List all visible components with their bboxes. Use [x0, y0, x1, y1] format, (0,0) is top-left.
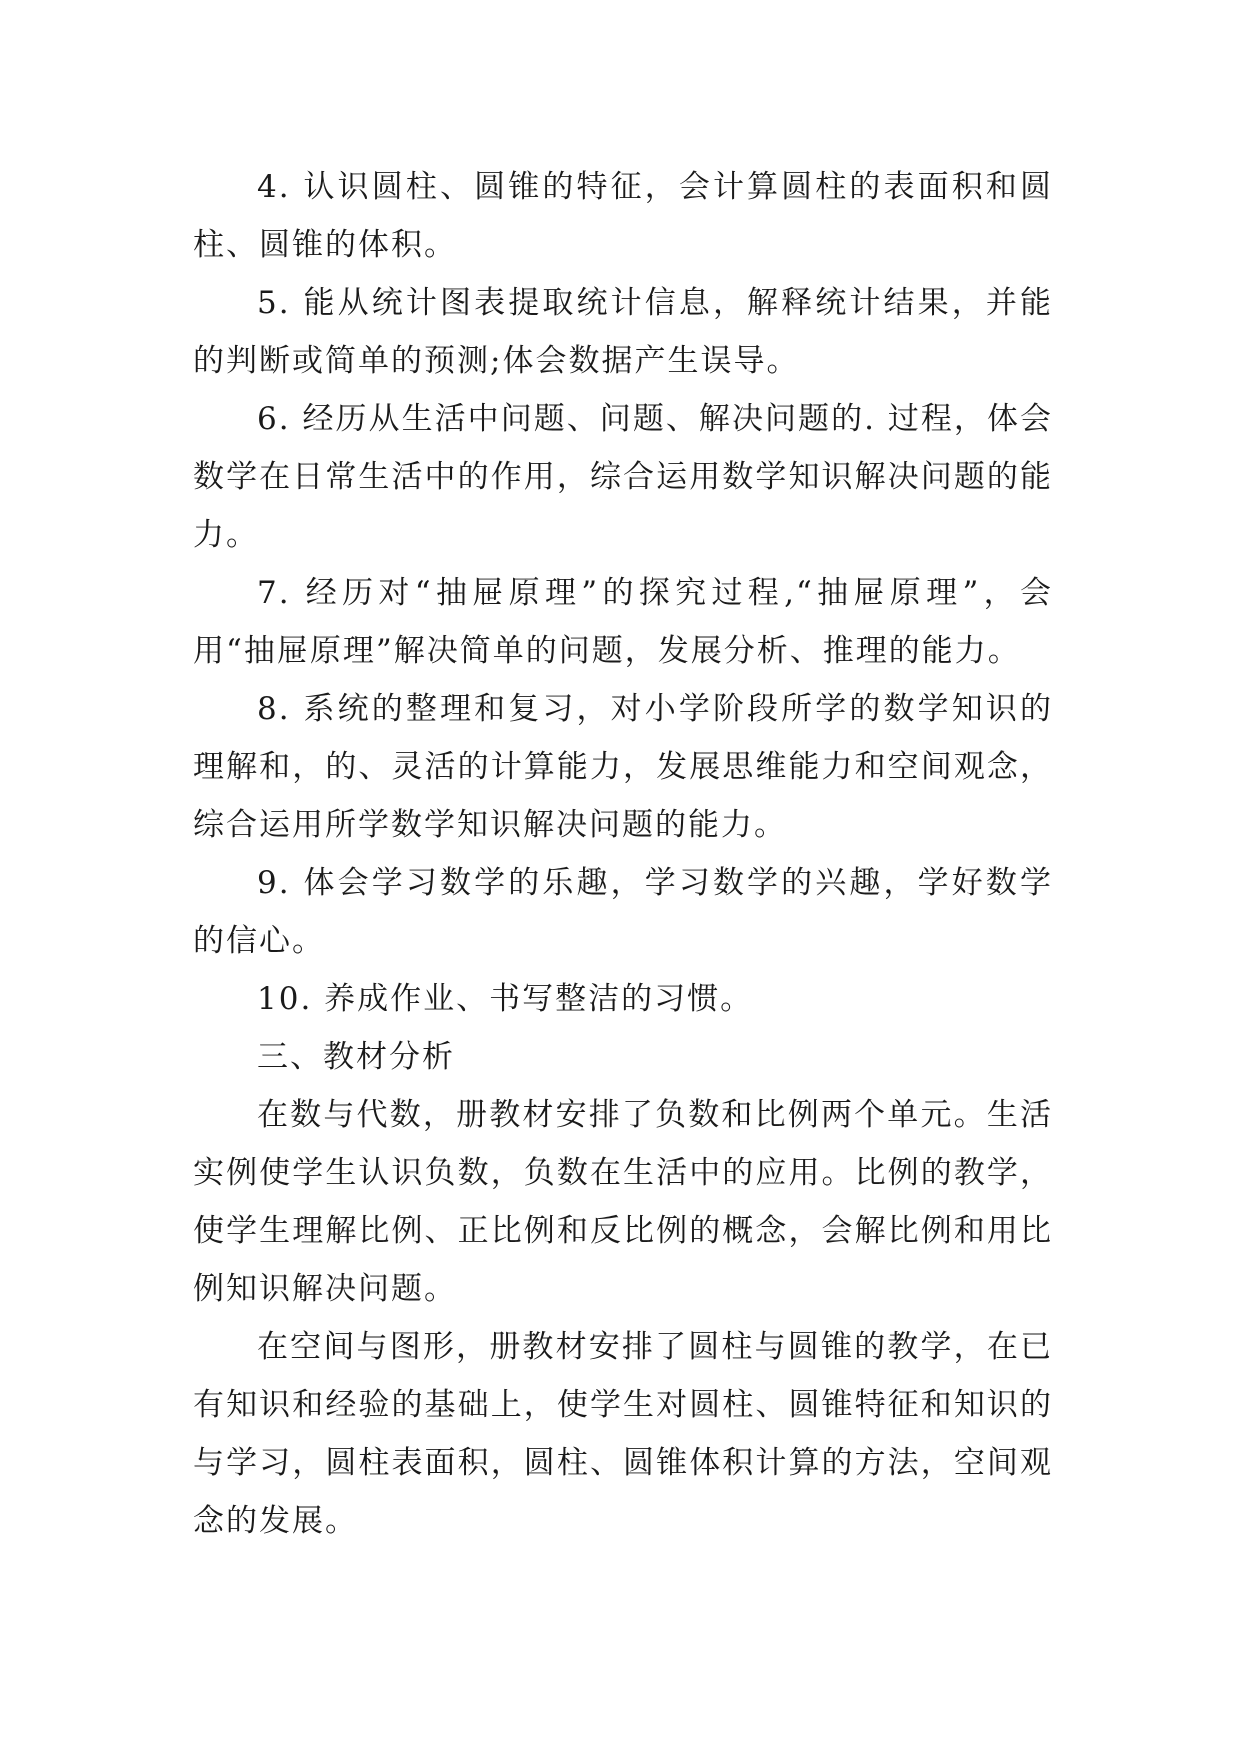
paragraph-number-algebra: 在数与代数，册教材安排了负数和比例两个单元。生活实例使学生认识负数，负数在生活中的应用。比例的教学，使学生理解比例、正比例和反比例的概念，会解比例和用比例知识解决问题。 [193, 1097, 1053, 1307]
paragraph-item-6: 6. 经历从生活中问题、问题、解决问题的. 过程，体会数学在日常生活中的作用，综合运用数学知识解决问题的能力。 [193, 401, 1053, 553]
paragraph-item-7: 7. 经历对“抽屉原理”的探究过程,“抽屉原理”，会用“抽屉原理”解决简单的问题，发展分析、推理的能力。 [193, 575, 1053, 669]
paragraph-item-4: 4. 认识圆柱、圆锥的特征，会计算圆柱的表面积和圆柱、圆锥的体积。 [193, 169, 1053, 263]
paragraph-item-10: 10. 养成作业、书写整洁的习惯。 [257, 981, 754, 1017]
paragraph-item-9: 9. 体会学习数学的乐趣，学习数学的兴趣，学好数学的信心。 [193, 865, 1053, 959]
section-heading: 三、教材分析 [257, 1039, 455, 1075]
paragraph-item-8: 8. 系统的整理和复习，对小学阶段所学的数学知识的理解和，的、灵活的计算能力，发展思维能力和空间观念，综合运用所学数学知识解决问题的能力。 [193, 691, 1053, 843]
body-text [193, 158, 1053, 1550]
paragraph-item-5: 5. 能从统计图表提取统计信息，解释统计结果，并能的判断或简单的预测;体会数据产生误导。 [193, 285, 1053, 379]
paragraph-space-geometry: 在空间与图形，册教材安排了圆柱与圆锥的教学，在已有知识和经验的基础上，使学生对圆柱、圆锥特征和知识的与学习，圆柱表面积，圆柱、圆锥体积计算的方法，空间观念的发展。 [193, 1329, 1053, 1539]
